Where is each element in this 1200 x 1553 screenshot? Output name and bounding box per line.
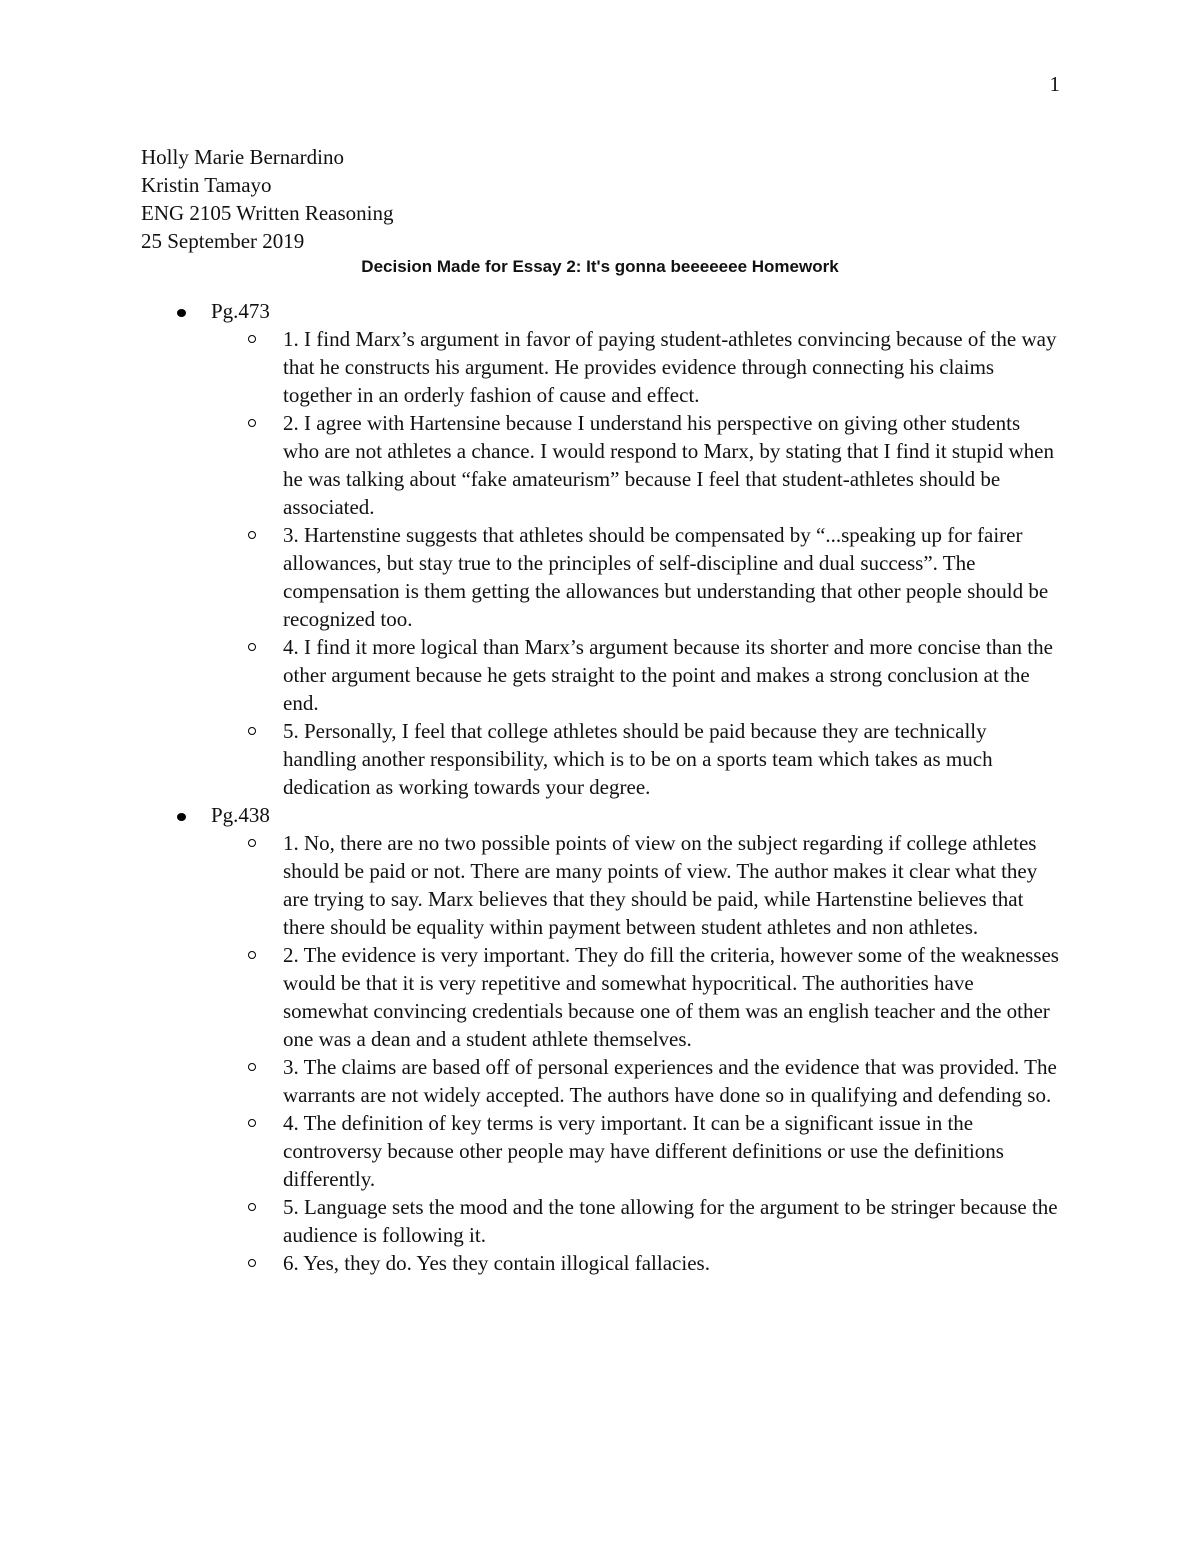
list-item xyxy=(141,1109,1061,1193)
hollow-bullet-icon xyxy=(248,727,256,735)
section-pg-473 xyxy=(141,297,1061,801)
hollow-bullet-icon xyxy=(248,419,256,427)
list-item-text: 4. I find it more logical than Marx’s argument because its shorter and more concise than the other argument because he gets straight to the point and makes a strong conclusion at the end. xyxy=(283,635,1053,715)
list-item-text: 2. I agree with Hartensine because I understand his perspective on giving other students who are not athletes a chance. I would respond to Marx, by stating that I find it stupid when he was talking about “fake amateurism” because I feel that student-athletes should be associated. xyxy=(283,411,1054,519)
student-name: Holly Marie Bernardino xyxy=(141,145,344,169)
hollow-bullet-icon xyxy=(248,1259,256,1267)
hollow-bullet-icon xyxy=(248,951,256,959)
document-date: 25 September 2019 xyxy=(141,229,305,253)
list-item-text: 1. I find Marx’s argument in favor of paying student-athletes convincing because of the way that he constructs his argument. He provides evidence through connecting his claims together in an orderly fashion of cause and effect. xyxy=(283,327,1057,407)
hollow-bullet-icon xyxy=(248,335,256,343)
filled-bullet-icon xyxy=(177,309,186,317)
list-item-text: 3. Hartenstine suggests that athletes should be compensated by “...speaking up for fairer allowances, but stay true to the principles of self-discipline and dual success”. The compensation is them getting the allowances but understanding that other people should be recognized too. xyxy=(283,523,1049,631)
list-item-text: 1. No, there are no two possible points of view on the subject regarding if college athletes should be paid or not. There are many points of view. The author makes it clear what they are trying to say. Marx believes that they should be paid, while Hartenstine believes that there should be equality within payment between student athletes and non athletes. xyxy=(283,831,1038,939)
list-item-text: 2. The evidence is very important. They do fill the criteria, however some of the weaknesses would be that it is very repetitive and somewhat hypocritical. The authorities have somewhat convincing credentials because one of them was an english teacher and the other one was a dean and a student athlete themselves. xyxy=(283,943,1059,1051)
filled-bullet-icon xyxy=(177,813,186,821)
list-item xyxy=(141,1249,1061,1277)
hollow-bullet-icon xyxy=(248,531,256,539)
section-heading xyxy=(141,297,1061,325)
section-heading xyxy=(141,801,1061,829)
hollow-bullet-icon xyxy=(248,1203,256,1211)
list-item xyxy=(141,941,1061,1053)
list-item-text: 6. Yes, they do. Yes they contain illogical fallacies. xyxy=(283,1251,710,1275)
list-item-text: 5. Personally, I feel that college athletes should be paid because they are technically handling another responsibility, which is to be on a sports team which takes as much dedication as working towards your degree. xyxy=(283,719,993,799)
list-item xyxy=(141,717,1061,801)
page-number: 1 xyxy=(1049,72,1060,96)
course-name: ENG 2105 Written Reasoning xyxy=(141,201,394,225)
section-heading-text: Pg.438 xyxy=(211,803,270,827)
bulleted-outline xyxy=(141,297,1061,1277)
hollow-bullet-icon xyxy=(248,643,256,651)
section-pg-438 xyxy=(141,801,1061,1277)
answer-list xyxy=(141,829,1061,1277)
answer-list xyxy=(141,325,1061,801)
hollow-bullet-icon xyxy=(248,1119,256,1127)
list-item xyxy=(141,829,1061,941)
list-item-text: 3. The claims are based off of personal experiences and the evidence that was provided. The warrants are not widely accepted. The authors have done so in qualifying and defending so. xyxy=(283,1055,1057,1107)
list-item xyxy=(141,325,1061,409)
list-item-text: 5. Language sets the mood and the tone allowing for the argument to be stringer because the audience is following it. xyxy=(283,1195,1058,1247)
list-item xyxy=(141,409,1061,521)
section-heading-text: Pg.473 xyxy=(211,299,270,323)
list-item xyxy=(141,633,1061,717)
instructor-name: Kristin Tamayo xyxy=(141,173,272,197)
document-title: Decision Made for Essay 2: It's gonna beeeeeee Homework xyxy=(361,257,839,276)
list-item-text: 4. The definition of key terms is very important. It can be a significant issue in the controversy because other people may have different definitions or use the definitions differently. xyxy=(283,1111,1004,1191)
hollow-bullet-icon xyxy=(248,839,256,847)
hollow-bullet-icon xyxy=(248,1063,256,1071)
list-item xyxy=(141,521,1061,633)
list-item xyxy=(141,1193,1061,1249)
list-item xyxy=(141,1053,1061,1109)
mla-header xyxy=(141,143,1059,255)
